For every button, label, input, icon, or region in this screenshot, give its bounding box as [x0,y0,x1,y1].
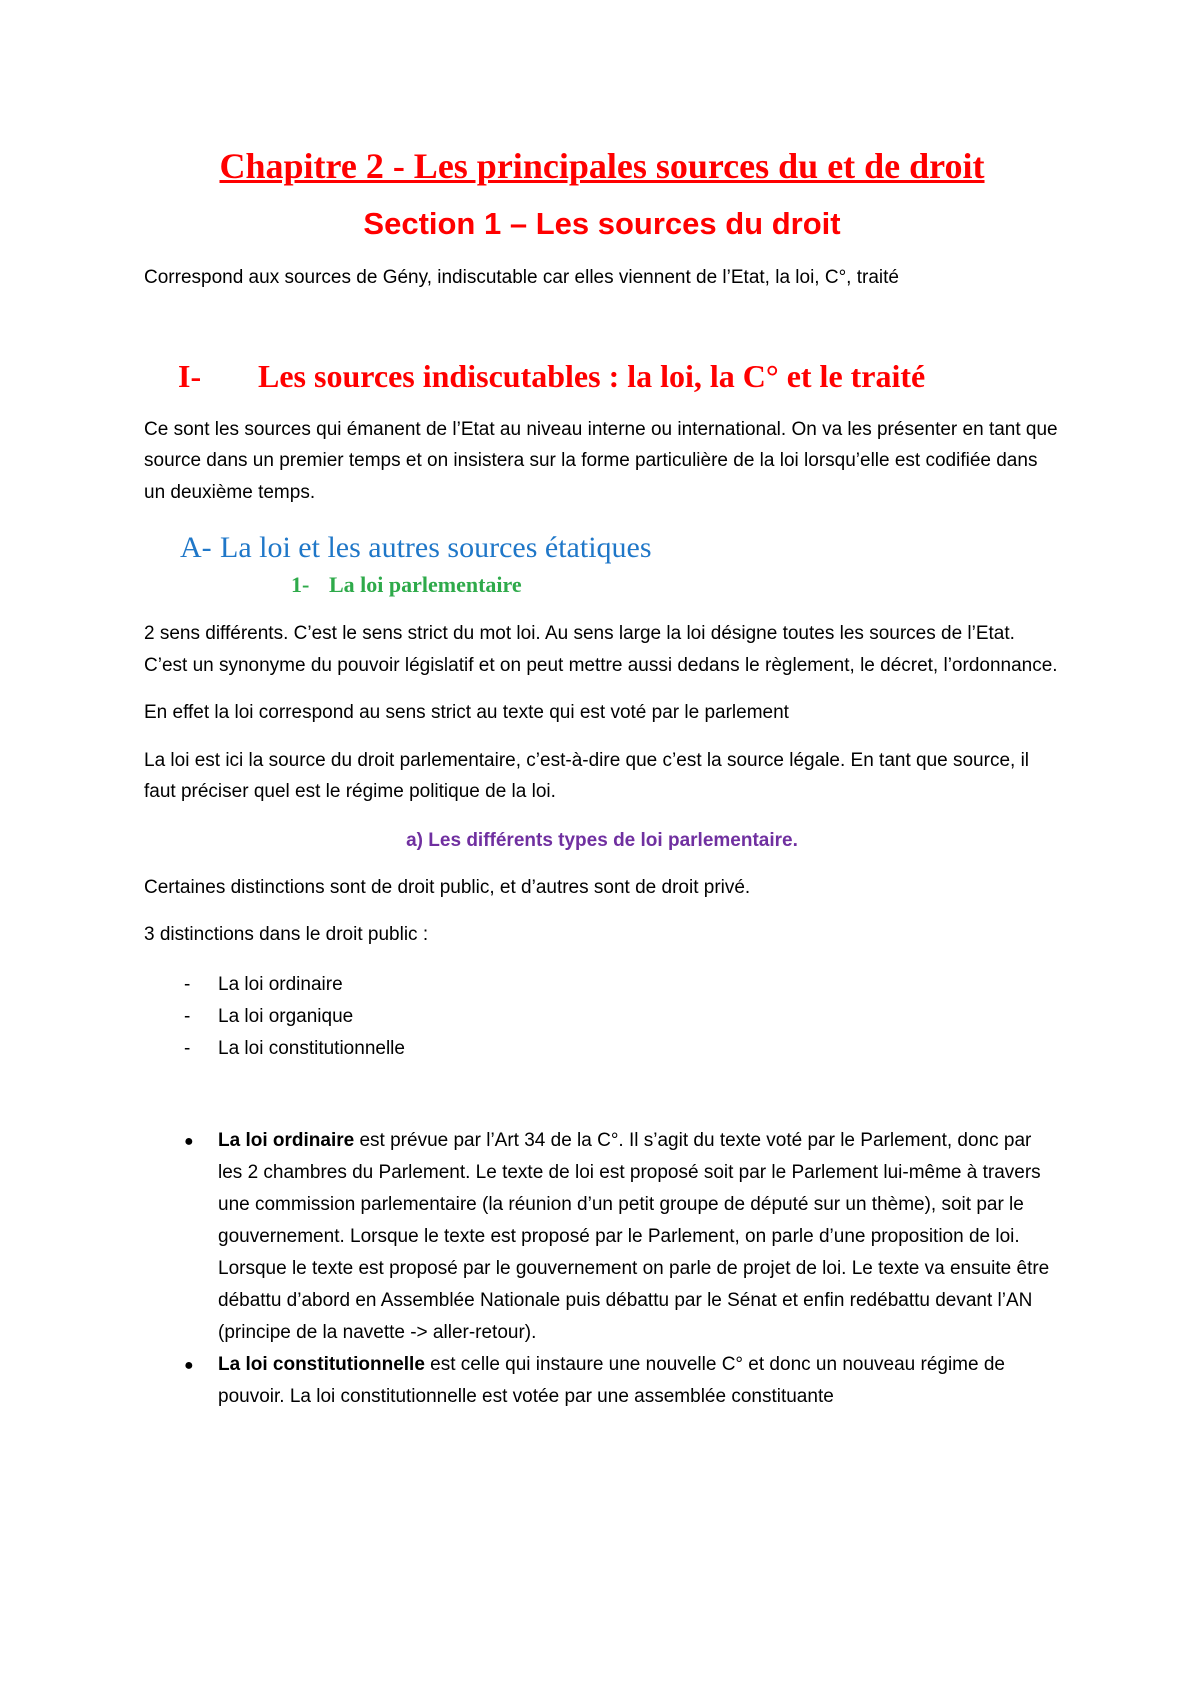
intro-paragraph: Correspond aux sources de Gény, indiscutable car elles viennent de l’Etat, la loi, C°, traité [144,267,899,288]
dash-marker: - [184,1005,191,1027]
list-item [184,1001,1060,1033]
bullet-icon: ● [184,1356,194,1374]
list-item-text: La loi organique [218,1005,354,1027]
paragraph-sens: 2 sens différents. C’est le sens strict du mot loi. Au sens large la loi désigne toutes les sources de l’Etat. C’est un synonyme du pouvoir législatif et on peut mettre aussi dedans le règlement, le décret, l’ordonnance. [144,623,1058,676]
dash-list [144,969,1060,1065]
subpart-heading-a [180,528,1060,568]
bullet-text: est celle qui instaure une nouvelle C° et donc un nouveau régime de pouvoir. La loi constitutionnelle est votée par une assemblée constituante [218,1353,1005,1407]
bullet-term: La loi ordinaire [218,1129,355,1151]
subsub-heading-1 [291,570,1060,600]
section-title: Section 1 – Les sources du droit [363,206,841,241]
part-title: Les sources indiscutables : la loi, la C° et le traité [258,357,926,394]
letter-label: a) [406,829,424,851]
bullet-icon: ● [184,1132,194,1150]
paragraph-distinctions: Certaines distinctions sont de droit public, et d’autres sont de droit privé. [144,876,751,898]
letter-title: Les différents types de loi parlementaire. [428,829,798,851]
subsub-number: 1- [291,572,310,597]
part-heading-1 [178,354,1060,398]
list-item [184,969,1060,1001]
letter-heading-a [144,826,1060,856]
dash-marker: - [184,973,191,995]
bullet-item [184,1125,1060,1349]
list-item [184,1033,1060,1065]
subpart-number: A- [180,531,212,564]
list-item-text: La loi ordinaire [218,973,343,995]
bullet-list [144,1125,1060,1413]
bullet-item [184,1349,1060,1413]
paragraph-three-distinctions: 3 distinctions dans le droit public : [144,924,429,945]
paragraph-effet: En effet la loi correspond au sens strict au texte qui est voté par le parlement [144,702,789,723]
dash-marker: - [184,1037,191,1059]
bullet-content [218,1125,1060,1349]
bullet-text: est prévue par l’Art 34 de la C°. Il s’agit du texte voté par le Parlement, donc par les 2 chambres du Parlement. Le texte de loi est proposé soit par le Parlement lui-même à travers une commission parlementaire (la réunion d’un petit groupe de député sur un thème), soit par le gouvernement. Lorsque le texte est proposé par le Parlement, on parle d’une proposition de loi. Lorsque le texte est proposé par le gouvernement on parle de projet de loi. Le texte va ensuite être débattu d’abord en Assemblée Nationale puis débattu par le Sénat et enfin redébattu devant l’AN (principe de la navette -> aller-retour). [218,1129,1050,1343]
subsub-title: La loi parlementaire [329,572,522,597]
list-item-text: La loi constitutionnelle [218,1037,405,1059]
bullet-content [218,1349,1060,1413]
subpart-title: La loi et les autres sources étatiques [220,531,652,564]
part1-paragraph: Ce sont les sources qui émanent de l’Etat au niveau interne ou international. On va les présenter en tant que source dans un premier temps et on insistera sur la forme particulière de la loi lorsqu’elle est codifiée dans un deuxième temps. [144,418,1058,503]
part-number: I- [178,357,202,394]
paragraph-source: La loi est ici la source du droit parlementaire, c’est-à-dire que c’est la source légale. En tant que source, il faut préciser quel est le régime politique de la loi. [144,749,1030,802]
chapter-title: Chapitre 2 - Les principales sources du et de droit [219,146,985,186]
bullet-term: La loi constitutionnelle [218,1353,425,1375]
